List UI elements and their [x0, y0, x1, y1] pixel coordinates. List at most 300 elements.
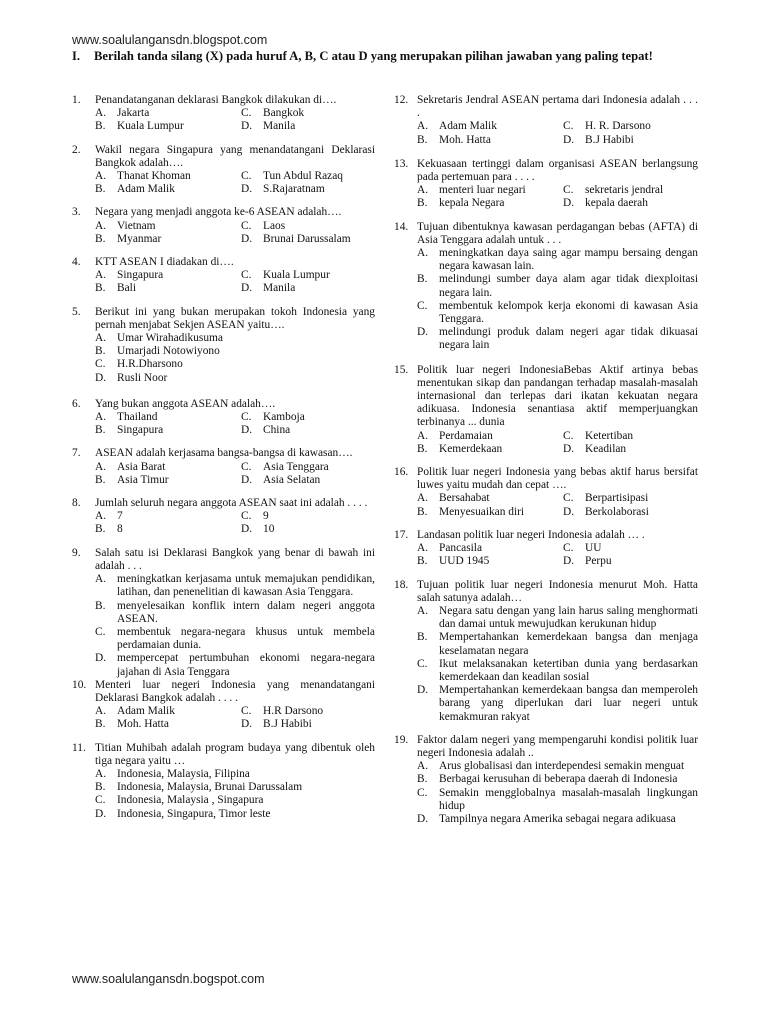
answer-option[interactable] — [563, 134, 698, 147]
answer-option[interactable] — [241, 411, 375, 424]
question-number: 4. — [72, 256, 81, 269]
question-text: Yang bukan anggota ASEAN adalah…. — [95, 397, 276, 410]
option-letter: A. — [95, 705, 107, 718]
question-7 — [72, 447, 375, 487]
option-text: Thailand — [117, 411, 158, 424]
option-text: UU — [585, 542, 602, 555]
answer-option[interactable] — [417, 658, 698, 684]
option-letter: B. — [95, 183, 106, 196]
option-letter: D. — [241, 718, 253, 731]
question-number: 18. — [394, 578, 409, 591]
answer-options — [95, 411, 375, 437]
answer-option[interactable] — [417, 247, 698, 273]
answer-options — [95, 510, 375, 536]
answer-option[interactable] — [95, 461, 241, 474]
question-14 — [394, 221, 698, 353]
question-text: Kekuasaan tertinggi dalam organisasi ASEAN berlangsung pada pertemuan para . . . . — [417, 157, 698, 184]
option-text: H.R.Dharsono — [117, 358, 183, 371]
answer-option[interactable] — [95, 332, 375, 345]
option-text: Keadilan — [585, 442, 627, 455]
option-text: Singapura — [117, 424, 164, 437]
option-letter: D. — [563, 442, 575, 455]
answer-options — [417, 247, 698, 353]
answer-options — [417, 605, 698, 724]
option-letter: D. — [417, 684, 429, 697]
option-letter: B. — [417, 197, 428, 210]
option-text: Asia Selatan — [263, 473, 321, 486]
option-letter: B. — [95, 424, 106, 437]
option-text: Kuala Lumpur — [263, 269, 330, 282]
question-12 — [394, 94, 698, 147]
option-letter: D. — [241, 523, 253, 536]
option-text: meningkatkan kerjasama untuk memajukan pendidikan, latihan, dan penenelitian di kawasan Asia Tenggara. — [117, 573, 375, 599]
option-text: meningkatkan daya saing agar mampu bersaing dengan negara kawasan lain. — [439, 247, 698, 273]
option-text: China — [263, 424, 291, 437]
option-letter: B. — [95, 599, 106, 612]
question-number: 10. — [72, 678, 87, 691]
answer-option[interactable] — [95, 411, 241, 424]
option-text: Adam Malik — [117, 183, 175, 196]
option-letter: A. — [417, 604, 429, 617]
option-text: Moh. Hatta — [117, 718, 169, 731]
answer-option[interactable] — [417, 506, 563, 519]
option-text: H. R. Darsono — [585, 120, 651, 133]
option-text: Asia Timur — [117, 473, 169, 486]
answer-option[interactable] — [417, 684, 698, 724]
answer-option[interactable] — [95, 220, 241, 233]
answer-option[interactable] — [241, 282, 375, 295]
option-text: Kuala Lumpur — [117, 120, 184, 133]
question-number: 11. — [72, 741, 86, 754]
option-text: Negara satu dengan yang lain harus saling menghormati dan damai untuk mewujudkan kerukunan hidup — [439, 604, 698, 631]
question-number: 2. — [72, 143, 81, 156]
option-letter: B. — [95, 232, 106, 245]
question-text: Penandatanganan deklarasi Bangkok dilakukan di…. — [95, 94, 337, 106]
answer-option[interactable] — [417, 184, 563, 197]
option-text: Moh. Hatta — [439, 133, 491, 146]
option-letter: B. — [417, 555, 428, 568]
answer-options — [95, 768, 375, 821]
option-letter: B. — [417, 442, 428, 455]
answer-option[interactable] — [241, 170, 375, 183]
option-letter: A. — [417, 492, 429, 505]
question-number: 19. — [394, 733, 409, 746]
option-letter: C. — [241, 460, 252, 473]
question-text: ASEAN adalah kerjasama bangsa-bangsa di kawasan…. — [95, 447, 353, 460]
answer-option[interactable] — [95, 345, 375, 358]
option-text: Singapura — [117, 269, 164, 282]
answer-option[interactable] — [95, 705, 241, 718]
option-text: S.Rajaratnam — [263, 183, 325, 196]
answer-option[interactable] — [417, 443, 563, 456]
question-number: 15. — [394, 363, 409, 376]
answer-option[interactable] — [417, 787, 698, 813]
option-text: Bali — [117, 282, 136, 295]
option-letter: C. — [417, 786, 428, 799]
option-text: Tun Abdul Razaq — [263, 170, 343, 183]
answer-option[interactable] — [241, 424, 375, 437]
question-text: KTT ASEAN I diadakan di…. — [95, 256, 234, 269]
question-text: Politik luar negeri IndonesiaBebas Aktif artinya bebas menentukan sikap dan pandangan terhadap masalah-masalah internasional dan terlepas dari ikatan kekuatan negara adikuasa. Indonesia senantiasa aktif memperjuangkan terbinanya ... dunia — [417, 363, 698, 429]
option-text: Adam Malik — [117, 705, 175, 718]
option-letter: A. — [417, 247, 429, 260]
option-letter: A. — [417, 760, 429, 773]
instruction-label: I. — [72, 49, 81, 63]
option-letter: B. — [417, 505, 428, 518]
answer-option[interactable] — [95, 170, 241, 183]
option-letter: D. — [563, 555, 575, 568]
option-text: kepala daerah — [585, 197, 648, 210]
question-text: Negara yang menjadi anggota ke-6 ASEAN adalah…. — [95, 206, 342, 219]
answer-option[interactable] — [95, 626, 375, 652]
question-18 — [394, 579, 698, 724]
option-letter: D. — [95, 807, 107, 820]
question-number: 7. — [72, 447, 81, 460]
answer-options — [95, 461, 375, 487]
option-letter: A. — [95, 510, 107, 523]
option-letter: A. — [95, 411, 107, 424]
answer-option[interactable] — [417, 326, 698, 352]
option-text: Thanat Khoman — [117, 170, 191, 183]
option-text: Laos — [263, 219, 286, 232]
answer-option[interactable] — [417, 430, 563, 443]
question-number: 14. — [394, 220, 409, 233]
question-number: 13. — [394, 157, 409, 170]
instruction-text: Berilah tanda silang (X) pada huruf A, B, C atau D yang merupakan pilihan jawaban yang paling tepat! — [94, 49, 653, 63]
question-16 — [394, 466, 698, 519]
option-letter: D. — [241, 120, 253, 133]
answer-option[interactable] — [95, 269, 241, 282]
option-text: Berkolaborasi — [585, 505, 649, 518]
option-text: Manila — [263, 282, 296, 295]
option-text: Indonesia, Malaysia, Filipina — [117, 767, 250, 780]
option-letter: B. — [417, 133, 428, 146]
answer-option[interactable] — [563, 430, 698, 443]
option-letter: A. — [95, 767, 107, 780]
left-column — [72, 94, 375, 821]
answer-option[interactable] — [417, 813, 698, 826]
option-text: Ikut melaksanakan ketertiban dunia yang berdasarkan kemerdekaan dan keadilan sosial — [439, 657, 698, 683]
option-text: menyelesaikan konflik intern dalam negeri anggota ASEAN. — [117, 599, 375, 625]
question-text: Tujuan politik luar negeri Indonesia menurut Moh. Hatta salah satunya adalah… — [417, 578, 698, 604]
answer-option[interactable] — [563, 184, 698, 197]
question-13 — [394, 158, 698, 211]
answer-option[interactable] — [241, 183, 375, 196]
answer-option[interactable] — [563, 120, 698, 133]
option-text: Bangkok — [263, 107, 305, 120]
option-letter: D. — [417, 812, 429, 825]
answer-option[interactable] — [95, 510, 241, 523]
option-letter: B. — [95, 282, 106, 295]
option-text: Mempertahankan kemerdekaan bangsa dan memperoleh barang yang diperlukan dari luar negeri untuk kemakmuran rakyat — [439, 684, 698, 723]
option-letter: A. — [417, 429, 429, 442]
option-letter: C. — [95, 625, 106, 638]
option-letter: B. — [95, 473, 106, 486]
answer-option[interactable] — [417, 197, 563, 210]
question-number: 8. — [72, 497, 81, 510]
answer-options — [95, 220, 375, 246]
question-6 — [72, 398, 375, 438]
answer-option[interactable] — [241, 220, 375, 233]
answer-options — [417, 430, 698, 456]
question-text: Landasan politik luar negeri Indonesia adalah … . — [417, 528, 645, 541]
answer-option[interactable] — [417, 631, 698, 657]
option-text: 10 — [263, 523, 275, 536]
option-text: Myanmar — [117, 232, 162, 245]
answer-option[interactable] — [241, 107, 375, 120]
question-11 — [72, 742, 375, 821]
option-text: UUD 1945 — [439, 555, 490, 568]
option-text: Ketertiban — [585, 429, 634, 442]
option-letter: B. — [95, 120, 106, 133]
answer-option[interactable] — [95, 652, 375, 678]
answer-option[interactable] — [95, 282, 241, 295]
answer-option[interactable] — [563, 542, 698, 555]
question-4 — [72, 256, 375, 296]
option-letter: A. — [95, 573, 107, 586]
option-text: Indonesia, Malaysia, Brunai Darussalam — [117, 781, 303, 794]
answer-option[interactable] — [95, 107, 241, 120]
option-letter: C. — [563, 492, 574, 505]
option-letter: C. — [241, 107, 252, 120]
option-letter: B. — [95, 345, 106, 358]
option-letter: C. — [417, 657, 428, 670]
answer-option[interactable] — [241, 233, 375, 246]
answer-option[interactable] — [95, 120, 241, 133]
question-text: Politik luar negeri Indonesia yang bebas aktif harus bersifat luwes yaitu mudah dan cepat …. — [417, 466, 698, 492]
option-text: Jakarta — [117, 107, 150, 120]
option-letter: D. — [563, 197, 575, 210]
option-letter: A. — [417, 184, 429, 197]
answer-option[interactable] — [241, 474, 375, 487]
option-text: membentuk kelompok kerja ekonomi di kawasan Asia Tenggara. — [439, 299, 698, 326]
option-text: menteri luar negari — [439, 184, 526, 197]
question-text: Faktor dalam negeri yang mempengaruhi kondisi politik luar negeri Indonesia adalah .. — [417, 733, 698, 759]
option-text: Vietnam — [117, 219, 156, 232]
option-text: Rusli Noor — [117, 371, 168, 384]
option-letter: C. — [563, 120, 574, 133]
question-15 — [394, 364, 698, 456]
answer-option[interactable] — [95, 768, 375, 781]
answer-option[interactable] — [417, 760, 698, 773]
answer-option[interactable] — [95, 233, 241, 246]
question-number: 1. — [72, 94, 81, 106]
option-text: Umar Wirahadikusuma — [117, 332, 223, 345]
answer-options — [95, 332, 375, 385]
answer-option[interactable] — [241, 523, 375, 536]
answer-option[interactable] — [563, 197, 698, 210]
option-letter: A. — [95, 219, 107, 232]
option-letter: D. — [241, 424, 253, 437]
question-text: Berikut ini yang bukan merupakan tokoh Indonesia yang pernah menjabat Sekjen ASEAN yaitu…. — [95, 305, 375, 331]
answer-option[interactable] — [95, 523, 241, 536]
instruction — [72, 49, 698, 63]
question-5 — [72, 306, 375, 385]
option-letter: C. — [95, 358, 106, 371]
option-text: Tampilnya negara Amerika sebagai negara adikuasa — [439, 812, 676, 825]
option-text: Bersahabat — [439, 492, 490, 505]
option-letter: D. — [95, 371, 107, 384]
answer-option[interactable] — [95, 808, 375, 821]
answer-option[interactable] — [95, 474, 241, 487]
answer-options — [417, 184, 698, 210]
answer-option[interactable] — [95, 718, 241, 731]
option-text: mempercepat pertumbuhan ekonomi negara-negara jajahan di Asia Tenggara — [117, 652, 375, 678]
question-number: 16. — [394, 466, 409, 479]
answer-options — [95, 573, 375, 679]
question-8 — [72, 497, 375, 537]
question-10 — [72, 679, 375, 732]
answer-option[interactable] — [417, 492, 563, 505]
question-text: Menteri luar negeri Indonesia yang menandatangani Deklarasi Bangkok adalah . . . . — [95, 678, 375, 704]
option-text: Berbagai kerusuhan di beberapa daerah di Indonesia — [439, 773, 678, 786]
option-text: Kemerdekaan — [439, 442, 503, 455]
answer-options — [417, 542, 698, 568]
option-text: Indonesia, Malaysia , Singapura — [117, 794, 264, 807]
option-letter: C. — [241, 411, 252, 424]
answer-options — [95, 107, 375, 133]
option-letter: D. — [95, 652, 107, 665]
option-letter: C. — [563, 184, 574, 197]
answer-options — [417, 760, 698, 826]
option-letter: A. — [95, 170, 107, 183]
answer-option[interactable] — [241, 705, 375, 718]
option-letter: C. — [95, 794, 106, 807]
option-letter: A. — [95, 107, 107, 120]
option-text: Asia Tenggara — [263, 460, 329, 473]
answer-option[interactable] — [417, 555, 563, 568]
option-letter: B. — [95, 523, 106, 536]
answer-option[interactable] — [95, 372, 375, 385]
option-text: Menyesuaikan diri — [439, 505, 525, 518]
answer-option[interactable] — [563, 506, 698, 519]
option-letter: D. — [241, 183, 253, 196]
option-text: melindungi produk dalam negeri agar tidak dikuasai negara lain — [439, 326, 698, 352]
answer-option[interactable] — [241, 510, 375, 523]
answer-option[interactable] — [95, 183, 241, 196]
answer-options — [95, 170, 375, 196]
option-text: kepala Negara — [439, 197, 505, 210]
question-number: 3. — [72, 206, 81, 219]
answer-options — [95, 705, 375, 731]
question-17 — [394, 529, 698, 569]
option-text: Brunai Darussalam — [263, 232, 351, 245]
question-number: 17. — [394, 528, 409, 541]
option-text: B.J Habibi — [585, 133, 634, 146]
option-letter: C. — [241, 510, 252, 523]
question-text: Titian Muhibah adalah program budaya yang dibentuk oleh tiga negara yaitu … — [95, 741, 375, 767]
answer-option[interactable] — [417, 773, 698, 786]
answer-option[interactable] — [563, 555, 698, 568]
option-text: Semakin mengglobalnya masalah-masalah lingkungan hidup — [439, 786, 698, 812]
answer-option[interactable] — [417, 120, 563, 133]
answer-option[interactable] — [241, 461, 375, 474]
option-text: Indonesia, Singapura, Timor leste — [117, 807, 271, 820]
option-text: Berpartisipasi — [585, 492, 649, 505]
option-letter: C. — [417, 299, 428, 312]
option-text: 9 — [263, 510, 269, 523]
answer-option[interactable] — [417, 300, 698, 326]
option-letter: A. — [417, 120, 429, 133]
option-text: H.R Darsono — [263, 705, 324, 718]
answer-option[interactable] — [241, 718, 375, 731]
option-text: Perdamaian — [439, 429, 493, 442]
option-letter: C. — [241, 170, 252, 183]
answer-option[interactable] — [241, 120, 375, 133]
option-text: B.J Habibi — [263, 718, 312, 731]
option-text: Asia Barat — [117, 460, 166, 473]
question-number: 9. — [72, 546, 81, 559]
option-text: Perpu — [585, 555, 612, 568]
answer-option[interactable] — [95, 358, 375, 371]
question-text: Tujuan dibentuknya kawasan perdagangan bebas (AFTA) di Asia Tenggara adalah untuk . . . — [417, 220, 698, 246]
option-text: sekretaris jendral — [585, 184, 664, 197]
option-letter: D. — [563, 133, 575, 146]
option-letter: A. — [417, 542, 429, 555]
option-letter: C. — [241, 705, 252, 718]
header-url: www.soalulangansdn.blogspot.com — [72, 33, 268, 47]
option-text: Umarjadi Notowiyono — [117, 345, 220, 358]
option-text: melindungi sumber daya alam agar tidak diexploitasi negara lain. — [439, 273, 698, 299]
option-letter: D. — [417, 326, 429, 339]
option-letter: B. — [417, 773, 428, 786]
option-text: Pancasila — [439, 542, 483, 555]
answer-option[interactable] — [417, 605, 698, 631]
option-text: Kamboja — [263, 411, 305, 424]
question-number: 6. — [72, 397, 81, 410]
right-column — [394, 94, 698, 836]
option-text: 7 — [117, 510, 123, 523]
question-19 — [394, 734, 698, 826]
answer-option[interactable] — [417, 134, 563, 147]
option-text: membentuk negara-negara khusus untuk membela perdamaian dunia. — [117, 625, 375, 652]
option-letter: C. — [563, 429, 574, 442]
answer-option[interactable] — [95, 573, 375, 599]
answer-option[interactable] — [95, 600, 375, 626]
footer-url: www.soalulangansdn.bogspot.com — [72, 972, 265, 986]
answer-option[interactable] — [95, 781, 375, 794]
answer-options — [95, 269, 375, 295]
option-letter: C. — [241, 269, 252, 282]
question-text: Salah satu isi Deklarasi Bangkok yang benar di bawah ini adalah . . . — [95, 546, 375, 572]
option-letter: D. — [563, 505, 575, 518]
question-number: 5. — [72, 305, 81, 318]
answer-option[interactable] — [563, 443, 698, 456]
answer-option[interactable] — [241, 269, 375, 282]
answer-option[interactable] — [417, 542, 563, 555]
question-2 — [72, 144, 375, 197]
question-9 — [72, 547, 375, 679]
question-text: Sekretaris Jendral ASEAN pertama dari Indonesia adalah . . . . — [417, 94, 698, 120]
answer-option[interactable] — [417, 273, 698, 299]
option-letter: D. — [241, 282, 253, 295]
answer-option[interactable] — [95, 794, 375, 807]
answer-options — [417, 492, 698, 518]
option-letter: C. — [563, 542, 574, 555]
option-letter: A. — [95, 269, 107, 282]
answer-option[interactable] — [563, 492, 698, 505]
option-letter: B. — [95, 718, 106, 731]
question-3 — [72, 206, 375, 246]
answer-options — [417, 120, 698, 146]
option-letter: A. — [95, 332, 107, 345]
option-text: Arus globalisasi dan interdependesi semakin menguat — [439, 760, 685, 773]
option-letter: C. — [241, 219, 252, 232]
option-letter: B. — [417, 273, 428, 286]
answer-option[interactable] — [95, 424, 241, 437]
option-text: Adam Malik — [439, 120, 497, 133]
option-text: Mempertahankan kemerdekaan bangsa dan menjaga keselamatan negara — [439, 631, 698, 657]
